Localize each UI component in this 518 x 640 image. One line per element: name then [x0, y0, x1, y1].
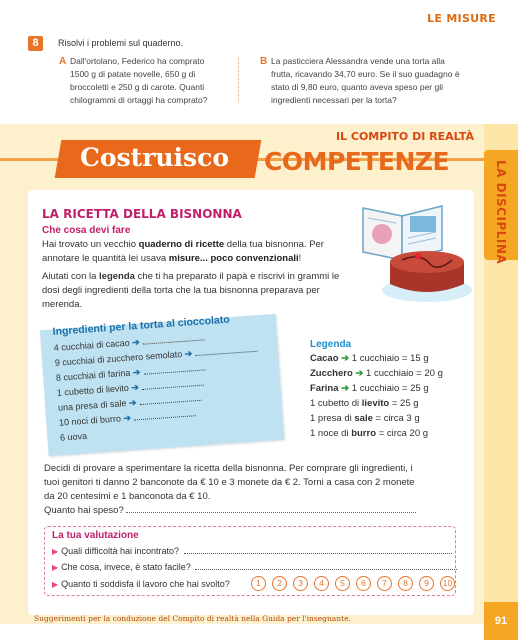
answer-line[interactable] [184, 553, 452, 554]
legend-title: Legenda [310, 339, 352, 350]
legend-row: Cacao ➔ 1 cucchiaio = 15 g [310, 353, 429, 364]
evaluation-question: ▶ Quali difficoltà hai incontrato? [52, 546, 452, 556]
ingredient-row: 8 cucchiai di farina ➔ [56, 356, 292, 387]
scale-option[interactable]: 9 [419, 576, 434, 591]
section-title: LE MISURE [427, 12, 496, 25]
footer-note: Suggerimenti per la conduzione del Compito di realtà nella Guida per l'insegnante. [34, 614, 351, 623]
recipe-task: Aiutati con la legenda che ti ha preparato il papà e riscrivi in grammi le dosi degli ingredienti della torta che la tua bisnonna preparava per merenda. [42, 271, 340, 310]
money-problem-text: Decidi di provare a sperimentare la ricetta della bisnonna. Per comprare gli ingredienti, i tuoi genitori ti danno 2 banconote da € 10 e 3 monete da € 2. Torni a casa con 2 monete da 20 centesimi e 1 banconota da € 10. [44, 463, 415, 502]
problem-a [59, 55, 220, 107]
recipe-intro: Hai trovato un vecchio quaderno di ricette della tua bisnonna. Per annotare le quantità lei usava misure... poco convenzionali! [42, 239, 324, 264]
scale-option[interactable]: 6 [356, 576, 371, 591]
scale-option[interactable]: 4 [314, 576, 329, 591]
exercise-number: 8 [28, 36, 43, 51]
recipe-subtitle: Che cosa devi fare [42, 225, 131, 236]
triangle-bullet-icon: ▶ [52, 563, 59, 572]
legend [310, 339, 460, 443]
ingredient-row: 4 cucchiai di cacao ➔ [53, 326, 289, 357]
legend-row: 1 noce di burro = circa 20 g [310, 428, 429, 439]
problem-divider [238, 57, 239, 102]
triangle-bullet-icon: ▶ [52, 547, 59, 556]
evaluation-question: ▶ Quanto ti soddisfa il lavoro che hai svolto? [52, 579, 230, 589]
cake-illustration [380, 242, 474, 304]
ingredients-title: Ingredienti per la torta al cioccolato [52, 313, 231, 338]
legend-row: 1 cubetto di lievito = 25 g [310, 398, 419, 409]
problem-b [260, 55, 461, 107]
page-number: 91 [484, 602, 518, 640]
triangle-bullet-icon: ▶ [52, 580, 59, 589]
problem-b-letter: B [260, 56, 268, 67]
recipe-title: LA RICETTA DELLA BISNONNA [42, 207, 242, 221]
money-problem [44, 462, 424, 518]
scale-option[interactable]: 1 [251, 576, 266, 591]
answer-line[interactable] [126, 512, 416, 513]
scale-option[interactable]: 8 [398, 576, 413, 591]
satisfaction-scale [251, 576, 455, 591]
answer-line[interactable] [195, 569, 457, 570]
side-tab-label: LA DISCIPLINA [494, 160, 508, 265]
money-problem-question: Quanto hai speso? [44, 505, 124, 516]
compito-title: IL COMPITO DI REALTÀ [335, 130, 474, 143]
problem-a-text: Dall'ortolano, Federico ha comprato 1500 g di patate novelle, 650 g di broccoletti e 250 g di carote. Quanti chilogrammi di ortaggi ha comprato? [70, 56, 208, 105]
scale-option[interactable]: 5 [335, 576, 350, 591]
ingredient-row: una presa di sale ➔ [58, 386, 294, 417]
costruisco-title: Costruisco [80, 143, 230, 172]
exercise-instruction: Risolvi i problemi sul quaderno. [58, 38, 184, 48]
ingredient-row: 9 cucchiai di zucchero semolato ➔ [55, 341, 291, 372]
legend-row: Farina ➔ 1 cucchiaio = 25 g [310, 383, 429, 394]
problem-a-letter: A [59, 56, 67, 67]
legend-row: Zucchero ➔ 1 cucchiaio = 20 g [310, 368, 443, 379]
ingredients-list [52, 306, 296, 448]
problem-b-text: La pasticciera Alessandra vende una torta alla frutta, ricavando 34,70 euro. Se il suo guadagno è stato di 9,80 euro, quanto aveva speso per gli ingredienti necessari per la torta? [271, 56, 460, 105]
evaluation-title: La tua valutazione [52, 530, 139, 541]
ingredient-row: 10 noci di burro ➔ [59, 401, 295, 432]
scale-option[interactable]: 2 [272, 576, 287, 591]
scale-option[interactable]: 7 [377, 576, 392, 591]
ingredient-row: 6 uova [59, 430, 88, 443]
evaluation-question: ▶ Che cosa, invece, è stato facile? [52, 562, 457, 572]
scale-option[interactable]: 3 [293, 576, 308, 591]
scale-option[interactable]: 10 [440, 576, 455, 591]
competenze-title: COMPETENZE [264, 147, 450, 176]
ingredient-row: 1 cubetto di lievito ➔ [57, 371, 293, 402]
legend-row: 1 presa di sale = circa 3 g [310, 413, 420, 424]
